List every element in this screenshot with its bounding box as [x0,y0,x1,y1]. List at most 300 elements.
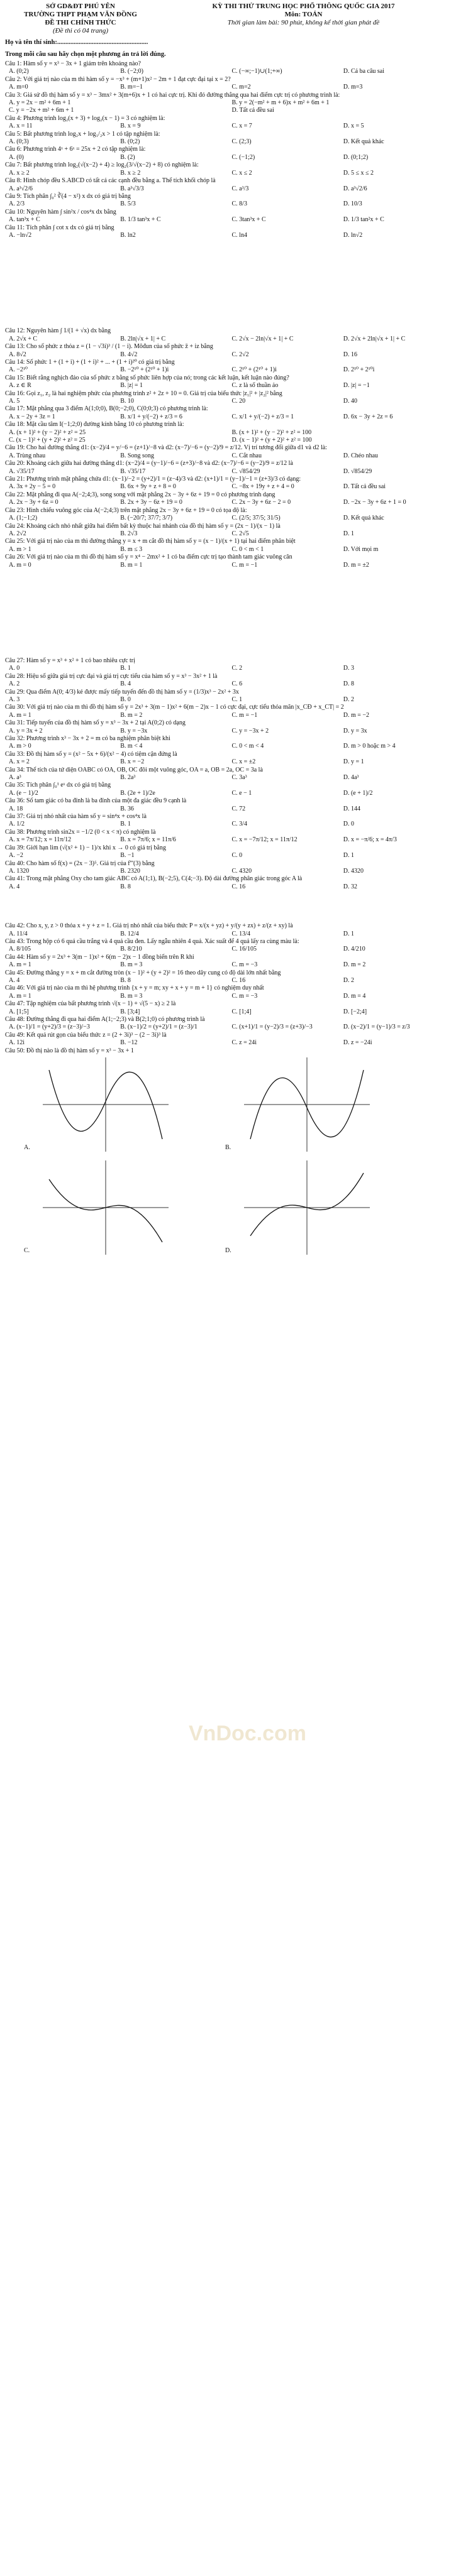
answer-options [5,1039,451,1047]
answer-option-c: C. 13/4 [231,930,250,937]
answer-option-b: B. √35/17 [120,467,146,475]
answer-option-c: C. 72 [231,805,246,812]
answer-options [5,758,451,766]
answer-option-b: B. m = 3 [120,992,143,1000]
question-21 [5,476,451,491]
question-stem: Câu 35: Tích phân ∫₀¹ eˣ dx có giá trị bằng [5,782,111,789]
answer-option-c: C. [1;4] [231,1008,252,1015]
answer-options [5,993,451,1000]
question-43 [5,938,451,954]
answer-option-c: C. a³/3 [231,185,249,192]
answer-option-b: B. 4√2 [120,351,138,358]
question-stem: Câu 23: Hình chiếu vuông góc của A(−2;4;3) trên mặt phẳng 2x − 3y + 6z + 19 = 0 có tọa độ là: [5,506,247,514]
question-39 [5,844,451,860]
answer-option-c: C. −8x + 19y + z + 4 = 0 [231,483,294,491]
answer-options [5,712,451,719]
answer-option-b: B. (−2;0) [120,68,143,75]
answer-option-b: B. 8/210 [120,946,142,953]
answer-option-b: B. x ≥ 2 [120,169,141,177]
function-graph [244,1057,370,1152]
question-28 [5,673,451,689]
exam-header [0,0,456,35]
answer-option-a: A. m = 1 [9,711,31,719]
answer-option-c: C. 2¹⁰ + (2¹⁰ + 1)i [231,366,277,374]
question-19 [5,444,451,460]
answer-option-b: B. (x−1)/2 = (y+2)/1 = (z−3)/1 [120,1023,197,1031]
answer-option-b: B. 1 [120,665,131,672]
question-37 [5,813,451,829]
answer-option-d: D. 4a³ [343,774,359,782]
answer-option-c: C. 0 < m < 4 [231,743,264,750]
question-stem: Câu 42: Cho x, y, z > 0 thỏa x + y + z = 1. Giá trị nhỏ nhất của biểu thức P = x/(x + yz) + y/(y + zx) + z/(z + xy) là [5,922,293,930]
answer-option-c: C. 2√5 [231,530,249,537]
answer-option-a: A. 2x − 3y + 6z = 0 [9,499,58,506]
question-stem: Câu 40: Cho hàm số f(x) = (2x − 3)⁵. Giá trị của f'''(3) bằng [5,860,155,867]
answer-option-d: D. (0;1;2) [343,153,369,161]
answer-option-c: C. 16 [231,883,246,890]
answer-option-b: B. 12/4 [120,930,139,937]
answer-option-b: B. [3;4] [120,1008,140,1015]
answer-option-c: C. y = −3x + 2 [231,727,269,734]
answer-option-c: C. z = 24i [231,1039,257,1047]
graph-option-a [24,1057,187,1152]
question-31 [5,719,451,735]
answer-option-a: A. x ≥ 2 [9,169,30,177]
question-36 [5,797,451,813]
answer-options [5,946,451,953]
question-stem: Câu 11: Tích phân ∫ cot x dx có giá trị bằng [5,224,114,231]
question-stem: Câu 18: Mặt cầu tâm I(−1;2;0) đường kính bằng 10 có phương trình là: [5,421,184,428]
question-13 [5,343,451,359]
answer-option-c: C. x ≤ 2 [231,169,252,177]
answer-options [5,680,451,688]
answer-options [5,743,451,750]
answer-option-a: A. 2 [9,680,20,688]
answer-options [5,961,451,969]
question-47 [5,1000,451,1016]
answer-options [5,728,451,735]
answer-option-d: D. √854/29 [343,467,372,475]
answer-options [5,68,451,75]
question-stem: Câu 8: Hình chóp đều S.ABCD có tất cả các cạnh đều bằng a. Thể tích khối chóp là [5,177,216,185]
answer-option-a: A. 8/105 [9,946,31,953]
question-38 [5,829,451,844]
answer-options [5,382,451,390]
department-name: SỞ GD&ĐT PHÚ YÊN [46,3,115,10]
answer-option-a: A. 1/2 [9,821,25,828]
question-stem: Câu 28: Hiệu số giữa giá trị cực đại và giá trị cực tiểu của hàm số y = x³ − 3x² + 1 là [5,672,218,680]
question-stem: Câu 17: Mặt phẳng qua 3 điểm A(1;0;0), B(0;−2;0), C(0;0;3) có phương trình là: [5,405,208,413]
answer-option-b: B. 2320 [120,867,140,875]
answer-options [5,452,451,460]
answer-option-d: D. (e + 1)/2 [343,789,373,797]
answer-options [5,1008,451,1016]
answer-option-c: C. 6 [231,680,243,688]
answer-options [5,562,451,569]
answer-option-a: A. tan³x + C [9,216,40,224]
question-stem: Câu 6: Phương trình 4ˣ + 6ˣ = 25x + 2 có tập nghiệm là: [5,146,146,153]
question-stem: Câu 12: Nguyên hàm ∫ 1/(1 + √x) dx bằng [5,327,111,335]
function-graph [244,1160,370,1255]
answer-option-a: A. m > 0 [9,743,31,750]
answer-option-c: C. (−∞;−1)∪(1;+∞) [231,68,282,75]
answer-option-d: D. 1/3 tan²x + C [343,216,384,224]
answer-options [5,366,451,374]
question-stem: Câu 24: Khoảng cách nhỏ nhất giữa hai điểm bất kỳ thuộc hai nhánh của đồ thị hàm số y = (2x − 1)/(x − 1) là [5,522,281,530]
answer-option-d: D. m = ±2 [343,561,369,569]
answer-option-b: B. (2) [120,153,135,161]
question-stem: Câu 30: Với giá trị nào của m thì đồ thị hàm số y = 2x³ + 3(m − 1)x² + 6(m − 2)x − 1 có cực đại, cực tiểu thỏa mãn |x_CĐ + x_CT| = 2 [5,704,344,711]
answer-option-a: A. 3x + 2y − 5 = 0 [9,483,56,491]
answer-option-c: C. (2/5; 37/5; 31/5) [231,515,281,522]
answer-option-d: D. m = 2 [343,961,366,969]
watermark-text: VnDoc.com [189,1722,307,1745]
page-break [5,569,451,657]
answer-option-a: A. (x + 1)² + (y − 2)² + z² = 25 [9,428,86,436]
answer-option-b: B. −12 [120,1039,138,1047]
function-graph [43,1057,169,1152]
question-stem: Câu 43: Trong hộp có 6 quả cầu trắng và 4 quả cầu đen. Lấy ngẫu nhiên 4 quả. Xác suất để 4 quả lấy ra cùng màu là: [5,937,299,945]
answer-options [5,99,451,115]
question-46 [5,985,451,1000]
question-stem: Câu 48: Đường thẳng đi qua hai điểm A(1;−2;3) và B(2;1;0) có phương trình là [5,1016,205,1023]
answer-option-d: D. y = 1 [343,758,364,766]
answer-option-d: D. m > 0 hoặc m > 4 [343,743,396,750]
question-7 [5,161,451,177]
answer-options [5,977,451,985]
answer-option-d: D. 16 [343,351,357,358]
answer-options [5,468,451,476]
answer-option-a: A. (1;−1;2) [9,515,38,522]
answer-option-b: B. m=−1 [120,84,143,91]
answer-option-d: D. (x − 1)² + (y + 2)² + z² = 100 [231,437,312,444]
answer-option-d: D. 6x − 3y + 2z = 6 [343,413,393,420]
question-24 [5,523,451,538]
answer-option-a: A. 5 [9,398,20,405]
answer-option-b: B. x = −2 [120,758,145,766]
question-20 [5,460,451,476]
question-stem: Câu 9: Tích phân ∫₀² ∛(4 − x²) x dx có giá trị bằng [5,192,131,200]
answer-option-a: A. −2¹⁰ [9,366,28,374]
question-26 [5,554,451,569]
graph-label: D. [225,1247,231,1254]
answer-option-c: C. 3/4 [231,821,247,828]
question-stem: Câu 19: Cho hai đường thẳng d1: (x−2)/4 = y/−6 = (z+1)/−8 và d2: (x−7)/−6 = (y−2)/9 = z/12. Vị trí tương đối giữa d1 và d2 là: [5,444,327,452]
question-23 [5,507,451,523]
answer-option-c: C. (x+1)/1 = (y−2)/3 = (z+3)/−3 [231,1023,313,1031]
answer-option-d: D. 1 [343,930,354,937]
answer-option-c: C. 3tan³x + C [231,216,266,224]
question-stem: Câu 22: Mặt phẳng đi qua A(−2;4;3), song song với mặt phẳng 2x − 3y + 6z + 19 = 0 có phương trình dạng [5,491,275,498]
answer-option-d: D. a³√2/6 [343,185,367,192]
answer-options [5,429,451,445]
question-stem: Câu 3: Giả sử đồ thị hàm số y = x³ − 3mx² + 3(m+6)x + 1 có hai cực trị. Khi đó đường thẳng qua hai điểm cực trị có phương trình là: [5,91,340,99]
answer-option-d: D. |z| = −1 [343,382,370,390]
answer-option-c: C. Cắt nhau [231,452,262,459]
answer-option-b: B. 2ln|√x + 1| + C [120,335,166,342]
answer-option-d: D. y = 3x [343,727,367,734]
answer-option-d: D. z = −24i [343,1039,372,1047]
question-stem: Câu 46: Với giá trị nào của m thì hệ phương trình {x + y = m; xy + x + y = m + 1} có nghiệm duy nhất [5,985,264,992]
answer-option-d: D. m=3 [343,84,363,91]
question-44 [5,954,451,969]
answer-option-b: B. 2a³ [120,774,136,782]
graph-label: A. [24,1143,30,1151]
answer-option-c: C. m=2 [231,84,251,91]
question-stem: Câu 14: Số phức 1 + (1 + i) + (1 + i)² + ... + (1 + i)²⁰ có giá trị bằng [5,358,175,366]
graph-label: B. [225,1143,231,1151]
answer-option-c: C. x = 7 [231,123,252,130]
answer-options [5,852,451,860]
answer-option-c: C. √854/29 [231,467,260,475]
answer-option-a: A. x − 2y + 3z = 1 [9,413,55,420]
question-stem: Câu 37: Giá trị nhỏ nhất của hàm số y = sin⁴x + cos⁴x là [5,813,147,821]
answer-options [5,836,451,844]
answer-option-c: C. x = ±2 [231,758,256,766]
answer-options [5,138,451,146]
answer-option-a: A. 4 [9,976,20,984]
answer-options [5,499,451,506]
answer-option-b: B. 2√3 [120,530,138,537]
answer-option-c: C. 8/3 [231,200,247,208]
answer-option-a: A. a³√2/6 [9,185,33,192]
question-35 [5,782,451,797]
answer-option-c: C. (−1;2) [231,153,255,161]
answer-option-a: A. 2√2 [9,530,26,537]
answer-options [5,696,451,704]
answer-option-c: C. ln4 [231,231,247,239]
question-stem: Câu 31: Tiếp tuyến của đồ thị hàm số y = x³ − 3x + 2 tại A(0;2) có dạng [5,719,186,727]
answer-options [5,200,451,208]
answer-option-d: D. Kết quả khác [343,515,384,522]
answer-option-d: D. Kết quả khác [343,138,384,146]
graph-label: C. [24,1247,30,1254]
answer-option-c: C. 2 [231,665,243,672]
question-stem: Câu 1: Hàm số y = x³ − 3x + 1 giảm trên khoảng nào? [5,60,141,67]
question-stem: Câu 34: Thể tích của tứ diện OABC có OA, OB, OC đôi một vuông góc, OA = a, OB = 2a, OC = 3a là [5,766,263,773]
question-stem: Câu 36: Số tam giác có ba đỉnh là ba đỉnh của một đa giác đều 9 cạnh là [5,797,187,805]
answer-option-d: D. 2 [343,696,354,703]
question-stem: Câu 45: Đường thẳng y = x + m cắt đường tròn (x − 1)² + (y + 2)² = 16 theo dây cung có độ dài lớn nhất bằng [5,969,281,976]
page-break [5,891,451,922]
question-8 [5,177,451,193]
answer-option-b: B. m ≤ 3 [120,545,143,553]
answer-option-a: A. m = 1 [9,961,31,969]
answer-option-b: B. (−20/7; 37/7; 3/7) [120,515,173,522]
question-3 [5,92,451,115]
answer-options [5,154,451,161]
answer-option-b: B. (0;2) [120,138,140,146]
answer-options [5,185,451,193]
answer-option-b: B. 1 [120,821,131,828]
answer-option-c: C. y = −2x + m² + 6m + 1 [9,107,74,114]
question-stem: Câu 50: Đồ thị nào là đồ thị hàm số y = x³ − 3x + 1 [5,1047,134,1054]
question-45 [5,969,451,985]
page-break [5,239,451,327]
answer-option-d: D. 2 [343,976,354,984]
answer-option-b: B. 8 [120,883,131,890]
answer-option-b: B. x/1 + y/(−2) + z/3 = 6 [120,413,182,420]
answer-options [5,805,451,813]
answer-option-c: C. m = −1 [231,711,258,719]
answer-option-b: B. (2e + 1)/2e [120,789,155,797]
answer-option-d: D. 1 [343,530,354,537]
answer-option-b: B. x = 9 [120,123,141,130]
answer-option-a: A. 18 [9,805,23,812]
answer-option-d: D. 144 [343,805,360,812]
answer-option-d: D. 2¹⁰ + 2¹⁰i [343,366,375,374]
answer-option-c: C. 0 < m < 1 [231,545,264,553]
question-41 [5,875,451,891]
question-12 [5,327,451,343]
question-stem: Câu 21: Phương trình mặt phẳng chứa d1: (x−1)/−2 = (y+2)/1 = (z−4)/3 và d2: (x+1)/1 = (y−1)/−1 = (z+3)/3 có dạng: [5,476,301,483]
answer-option-a: A. −ln√2 [9,231,32,239]
question-50 [5,1047,451,1055]
answer-option-d: D. 40 [343,398,357,405]
question-stem: Câu 16: Gọi z₁, z₂ là hai nghiệm phức của phương trình z² + 2z + 10 = 0. Giá trị của biểu thức |z₁|² + |z₂|² bằng [5,390,282,397]
answer-option-a: A. −2 [9,852,23,860]
question-30 [5,704,451,719]
question-stem: Câu 41: Trong mặt phẳng Oxy cho tam giác ABC có A(1;1), B(−2;5), C(4;−3). Độ dài đường phân giác trong góc A là [5,875,303,883]
school-name: TRƯỜNG THPT PHẠM VĂN ĐỒNG [24,11,137,18]
answer-option-d: D. (x−2)/1 = (y−1)/3 = z/3 [343,1023,410,1031]
answer-option-c: C. m = −3 [231,961,258,969]
answer-options [5,398,451,405]
answer-option-d: D. ln√2 [343,231,363,239]
answer-option-d: D. x = −π/6; x = 4π/3 [343,836,397,844]
question-stem: Câu 44: Hàm số y = 2x³ + 3(m − 1)x² + 6(m − 2)x − 1 đồng biến trên R khi [5,953,194,961]
question-stem: Câu 2: Với giá trị nào của m thì hàm số y = −x³ + (m+1)x² − 2m + 1 đạt cực đại tại x = 2? [5,75,231,83]
answer-option-c: C. (x − 1)² + (y + 2)² + z² = 25 [9,437,86,444]
answer-option-a: A. y = 2x − m² + 6m + 1 [9,99,71,107]
question-33 [5,751,451,767]
answer-options [5,530,451,538]
answer-option-c: C. 2√x − 2ln|√x + 1| + C [231,335,294,342]
answer-option-a: A. 2/3 [9,200,25,208]
answer-option-d: D. m = 4 [343,992,366,1000]
exam-title: KỲ THI THỬ TRUNG HỌC PHỔ THÔNG QUỐC GIA 2017 [212,3,395,10]
question-stem: Câu 5: Bất phương trình log₂x + log₁/₂x > 1 có tập nghiệm là: [5,130,160,138]
question-40 [5,860,451,876]
question-27 [5,657,451,673]
answer-option-d: D. 32 [343,883,357,890]
question-10 [5,209,451,224]
answer-option-b: B. Song song [120,452,154,459]
question-48 [5,1016,451,1032]
answer-option-a: A. √35/17 [9,467,35,475]
answer-option-d: D. m = −2 [343,711,370,719]
answer-option-d: D. 0 [343,821,354,828]
answer-options [5,774,451,782]
question-stem: Câu 27: Hàm số y = x³ + x² + 1 có bao nhiêu cực trị [5,657,135,664]
school-block [5,3,156,35]
answer-option-a: A. 3 [9,696,20,703]
answer-option-c: C. 2√2 [231,351,249,358]
question-25 [5,538,451,554]
answer-option-b: B. 36 [120,805,134,812]
question-stem: Câu 26: Với giá trị nào của m thì đồ thị hàm số y = x⁴ − 2mx² + 1 có ba điểm cực trị tạo thành tam giác vuông cân [5,554,292,561]
answer-option-d: D. Chéo nhau [343,452,379,459]
answer-option-a: A. 12i [9,1039,25,1047]
answer-options [5,483,451,491]
answer-option-c: C. 0 [231,852,243,860]
answer-option-c: C. 20 [231,398,246,405]
answer-options [5,1023,451,1031]
answer-options [5,868,451,875]
question-stem: Câu 39: Giới hạn lim (√(x² + 1) − 1)/x khi x → 0 có giá trị bằng [5,844,166,851]
subject-label: Môn: TOÁN [284,11,323,18]
question-29 [5,689,451,704]
answer-option-b: B. (x + 1)² + (y − 2)² + z² = 100 [231,428,312,436]
answer-options [5,84,451,91]
question-stem: Câu 20: Khoảng cách giữa hai đường thẳng d1: (x−2)/4 = (y−1)/−6 = (z+3)/−8 và d2: (x−7)/−6 = (y−2)/9 = z/12 là [5,460,293,467]
answer-option-b: B. 8 [120,976,131,984]
answer-option-a: A. 4 [9,883,20,890]
question-17 [5,405,451,421]
answer-option-a: A. (0) [9,153,24,161]
answer-option-a: A. 11/4 [9,930,28,937]
answer-option-d: D. 4320 [343,867,364,875]
answer-option-d: D. 3 [343,665,354,672]
answer-options [5,546,451,554]
answer-options [5,336,451,343]
answer-options [5,790,451,797]
answer-option-b: B. m = 2 [120,711,143,719]
answer-option-b: B. y = −3x [120,727,148,734]
question-15 [5,374,451,390]
answer-option-d: D. Với mọi m [343,545,379,553]
answer-option-a: A. m > 1 [9,545,31,553]
answer-option-c: C. (2;3) [231,138,252,146]
answer-options [5,123,451,130]
answer-option-a: A. x = 11 [9,123,33,130]
question-14 [5,359,451,374]
answer-options [5,413,451,421]
question-16 [5,390,451,406]
answer-option-b: B. 0 [120,696,131,703]
answer-option-b: B. 6x + 9y + z + 8 = 0 [120,483,176,491]
answer-option-b: B. −2¹⁰ + (2¹⁰ + 1)i [120,366,169,374]
answer-option-a: A. [1;5] [9,1008,29,1015]
answer-option-d: D. 10/3 [343,200,362,208]
answer-option-d: D. 4/210 [343,946,365,953]
answer-option-b: B. 2x + 3y − 6z + 19 = 0 [120,499,182,506]
answer-options [5,232,451,239]
answer-option-d: D. 1 [343,852,354,860]
question-stem: Câu 49: Kết quả rút gọn của biểu thức z = (2 + 3i)³ − (2 − 3i)³ là [5,1031,167,1039]
function-graph [43,1160,169,1255]
exam-info-block [156,3,451,35]
answer-option-c: C. 1 [231,696,243,703]
official-exam-label: ĐỀ THI CHÍNH THỨC [45,19,116,26]
answer-option-b: B. 5/3 [120,200,136,208]
question-34 [5,767,451,782]
answer-option-b: B. m < 4 [120,743,143,750]
question-6 [5,146,451,161]
answer-option-c: C. m = −1 [231,561,258,569]
answer-option-c: C. m = −3 [231,992,258,1000]
instruction-text: Trong mỗi câu sau hãy chọn một phương án trả lời đúng. [5,51,166,58]
question-stem: Câu 15: Biết rằng nghịch đảo của số phức z bằng số phức liên hợp của nó; trong các kết luận, kết luận nào đúng? [5,374,289,381]
answer-option-c: C. z là số thuần ảo [231,382,279,390]
page-count-note: (Đề thi có 04 trang) [53,27,108,35]
answer-option-d: D. [−2;4] [343,1008,367,1015]
answer-option-a: A. (e − 1)/2 [9,789,38,797]
graph-option-c [24,1160,187,1255]
answer-options [5,216,451,224]
answer-option-d: D. 8 [343,680,354,688]
answer-options [5,170,451,177]
